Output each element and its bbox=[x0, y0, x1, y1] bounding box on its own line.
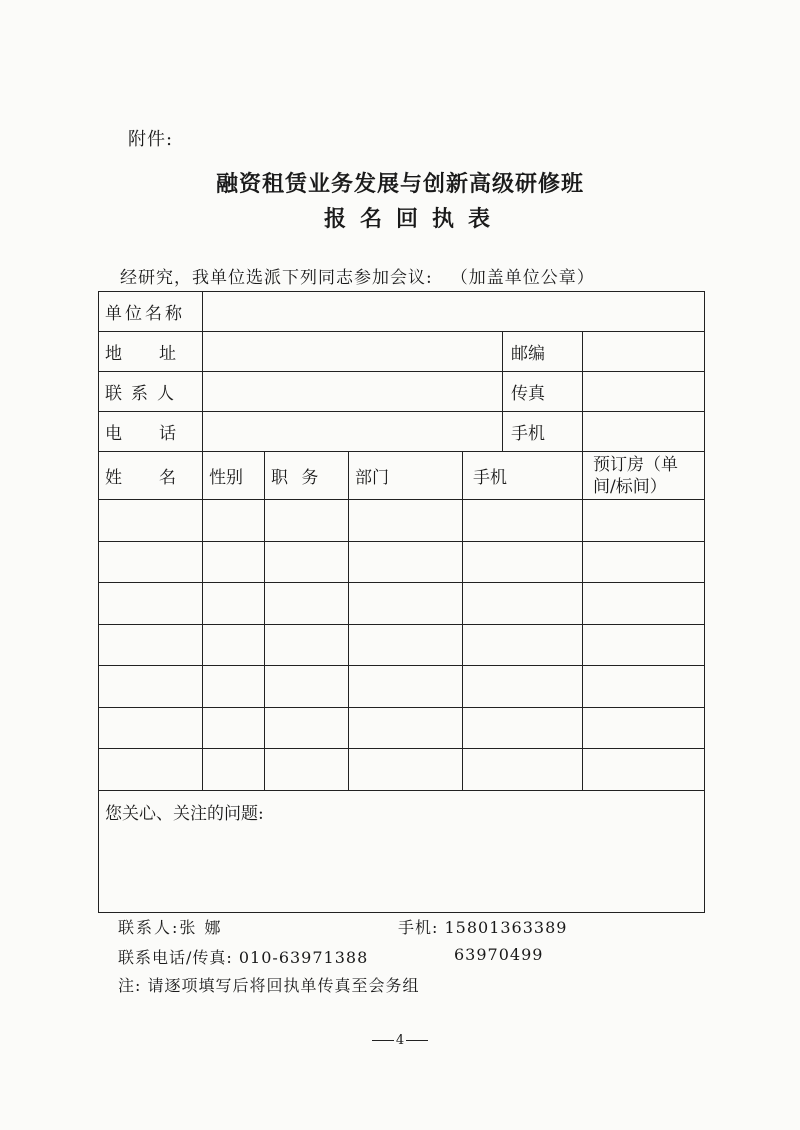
table-row bbox=[99, 583, 705, 625]
attendee-cell[interactable] bbox=[203, 624, 265, 666]
fax-field[interactable] bbox=[583, 372, 705, 412]
attendee-cell[interactable] bbox=[99, 749, 203, 791]
row-unit-name bbox=[99, 292, 705, 332]
attendee-cell[interactable] bbox=[203, 749, 265, 791]
attendee-cell[interactable] bbox=[265, 500, 349, 542]
attendee-cell[interactable] bbox=[349, 749, 463, 791]
attendee-cell[interactable] bbox=[349, 541, 463, 583]
contact-field[interactable] bbox=[203, 372, 503, 412]
unit-name-label: 单位名称 bbox=[99, 292, 203, 332]
attendee-cell[interactable] bbox=[349, 624, 463, 666]
attachment-label: 附件: bbox=[128, 129, 174, 150]
concerns-field[interactable] bbox=[99, 790, 705, 912]
attendee-cell[interactable] bbox=[583, 707, 705, 749]
instruction-note: 注: 请逐项填写后将回执单传真至会务组 bbox=[118, 976, 420, 995]
page-number-value: 4 bbox=[395, 1033, 405, 1048]
attendee-cell[interactable] bbox=[463, 583, 583, 625]
attendee-cell[interactable] bbox=[463, 624, 583, 666]
phone-label: 电 话 bbox=[99, 412, 203, 452]
concerns-row bbox=[99, 790, 705, 912]
intro-text: 经研究，我单位选派下列同志参加会议: bbox=[120, 268, 433, 288]
document-title: 融资租赁业务发展与创新高级研修班 bbox=[215, 171, 584, 197]
mobile-label: 手机 bbox=[503, 412, 583, 452]
table-row bbox=[99, 500, 705, 542]
attendee-cell[interactable] bbox=[99, 583, 203, 625]
attendee-cell[interactable] bbox=[463, 707, 583, 749]
col-header-department: 部门 bbox=[349, 452, 463, 500]
attendee-cell[interactable] bbox=[463, 666, 583, 708]
attendee-cell[interactable] bbox=[349, 583, 463, 625]
col-header-position: 职 务 bbox=[265, 452, 349, 500]
registration-form-table bbox=[98, 291, 705, 913]
attendee-cell[interactable] bbox=[463, 541, 583, 583]
row-address bbox=[99, 332, 705, 372]
unit-name-field[interactable] bbox=[203, 292, 705, 332]
table-row bbox=[99, 666, 705, 708]
fax-label: 传真 bbox=[503, 372, 583, 412]
attendee-cell[interactable] bbox=[99, 707, 203, 749]
attendee-cell[interactable] bbox=[265, 541, 349, 583]
attendee-cell[interactable] bbox=[265, 583, 349, 625]
attendee-rows bbox=[99, 500, 705, 791]
table-row bbox=[99, 541, 705, 583]
seal-note: （加盖单位公章） bbox=[450, 268, 595, 288]
row-phone bbox=[99, 412, 705, 452]
attendee-cell[interactable] bbox=[203, 666, 265, 708]
postcode-label: 邮编 bbox=[503, 332, 583, 372]
page-number bbox=[0, 1033, 800, 1048]
attendee-cell[interactable] bbox=[203, 583, 265, 625]
table-row bbox=[99, 624, 705, 666]
attendee-cell[interactable] bbox=[349, 666, 463, 708]
attendee-cell[interactable] bbox=[265, 707, 349, 749]
contact-phone-fax: 联系电话/传真: 010-63971388 bbox=[118, 948, 369, 967]
page-dash-right bbox=[406, 1040, 428, 1041]
attendee-cell[interactable] bbox=[583, 666, 705, 708]
attendee-header-row bbox=[99, 452, 705, 500]
attendee-cell[interactable] bbox=[583, 749, 705, 791]
page-dash-left bbox=[372, 1040, 394, 1041]
attendee-cell[interactable] bbox=[203, 541, 265, 583]
col-header-gender: 性别 bbox=[203, 452, 265, 500]
col-header-room: 预订房（单间/标间） bbox=[583, 452, 705, 500]
attendee-cell[interactable] bbox=[99, 500, 203, 542]
attendee-cell[interactable] bbox=[203, 500, 265, 542]
contact-fax-2: 63970499 bbox=[454, 945, 544, 964]
attendee-cell[interactable] bbox=[203, 707, 265, 749]
attendee-cell[interactable] bbox=[463, 500, 583, 542]
attendee-cell[interactable] bbox=[583, 624, 705, 666]
row-contact bbox=[99, 372, 705, 412]
form-title: 报名回执表 bbox=[323, 206, 504, 232]
col-header-mobile: 手机 bbox=[463, 452, 583, 500]
address-field[interactable] bbox=[203, 332, 503, 372]
table-row bbox=[99, 707, 705, 749]
attendee-cell[interactable] bbox=[99, 666, 203, 708]
attendee-cell[interactable] bbox=[265, 666, 349, 708]
address-label: 地 址 bbox=[99, 332, 203, 372]
attendee-cell[interactable] bbox=[349, 707, 463, 749]
contact-label: 联系人 bbox=[99, 372, 203, 412]
col-header-name: 姓 名 bbox=[99, 452, 203, 500]
postcode-field[interactable] bbox=[583, 332, 705, 372]
attendee-cell[interactable] bbox=[583, 500, 705, 542]
attendee-cell[interactable] bbox=[99, 624, 203, 666]
attendee-cell[interactable] bbox=[463, 749, 583, 791]
phone-field[interactable] bbox=[203, 412, 503, 452]
table-row bbox=[99, 749, 705, 791]
attendee-cell[interactable] bbox=[583, 541, 705, 583]
attendee-cell[interactable] bbox=[265, 749, 349, 791]
intro-statement bbox=[120, 263, 595, 288]
concerns-label: 您关心、关注的问题: bbox=[105, 803, 264, 824]
contact-mobile: 手机: 15801363389 bbox=[398, 918, 568, 937]
attendee-cell[interactable] bbox=[99, 541, 203, 583]
attendee-cell[interactable] bbox=[265, 624, 349, 666]
attendee-cell[interactable] bbox=[349, 500, 463, 542]
contact-person: 联系人:张 娜 bbox=[118, 918, 223, 937]
mobile-field[interactable] bbox=[583, 412, 705, 452]
attendee-cell[interactable] bbox=[583, 583, 705, 625]
